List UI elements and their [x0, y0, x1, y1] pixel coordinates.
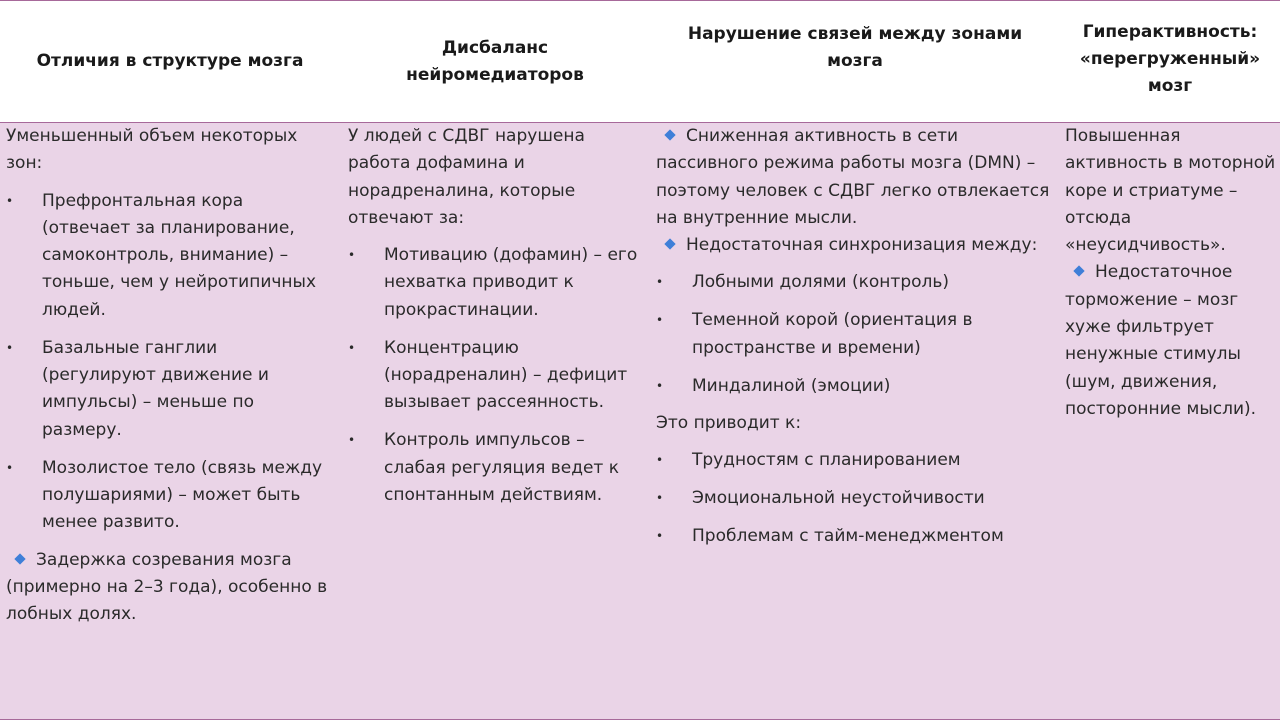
list-item: • Теменной корой (ориентация в пространстве и времени) [656, 307, 1052, 362]
bullet-icon: • [656, 453, 664, 468]
list-item: • Концентрацию (норадреналин) – дефицит вызывает рассеянность. [348, 335, 640, 417]
bullet-list [348, 242, 640, 509]
bullet-list [656, 269, 1052, 400]
cell-intro: У людей с СДВГ нарушена работа дофамина и норадреналина, которые отвечают за: [348, 126, 585, 228]
table-header-row [0, 1, 1280, 123]
bullet-icon: • [6, 460, 14, 475]
bullet-icon: • [348, 433, 356, 448]
cell-hyperactivity [1065, 123, 1277, 423]
list-item: • Лобными долями (контроль) [656, 269, 1052, 296]
bullet-icon: • [656, 313, 664, 328]
bullet-icon: • [6, 340, 14, 355]
list-item: • Мозолистое тело (связь между полушариями) – может быть менее развито. [6, 455, 336, 537]
cell-intro: Повышенная активность в моторной коре и стриатуме – отсюда «неусидчивость». [1065, 126, 1276, 256]
list-item: • Эмоциональной неустойчивости [656, 485, 1052, 512]
cell-note: Недостаточное торможение – мозг хуже фильтрует ненужные стимулы (шум, движения, посторонние мысли). [1065, 262, 1257, 419]
header-hyperactivity: Гиперактивность: «перегруженный» мозг [1079, 22, 1261, 96]
cell-note: Сниженная активность в сети пассивного режима работы мозга (DMN) – поэтому человек с СДВГ легко отвлекается на внутренние мысли. [656, 126, 1050, 228]
list-item: • Контроль импульсов – слабая регуляция ведет к спонтанным действиям. [348, 427, 640, 509]
cell-neurotransmitters [348, 123, 640, 519]
list-item: • Трудностям с планированием [656, 447, 1052, 474]
bullet-icon: • [656, 378, 664, 393]
cell-note: Недостаточная синхронизация между: [656, 232, 1052, 259]
list-item: • Проблемам с тайм-менеджментом [656, 523, 1052, 550]
list-item: • Миндалиной (эмоции) [656, 373, 1052, 400]
bullet-icon: • [348, 340, 356, 355]
header-brain-structure: Отличия в структуре мозга [36, 51, 304, 71]
header-connectivity: Нарушение связей между зонами мозга [687, 23, 1023, 71]
cell-note: Задержка созревания мозга (примерно на 2–3 года), особенно в лобных долях. [6, 549, 328, 625]
diamond-icon [664, 239, 675, 250]
cell-connectivity [656, 123, 1052, 561]
list-item: • Мотивацию (дофамин) – его нехватка приводит к прокрастинации. [348, 242, 640, 324]
list-item: • Префронтальная кора (отвечает за планирование, самоконтроль, внимание) – тоньше, чем у нейротипичных людей. [6, 188, 336, 324]
bullet-icon: • [656, 491, 664, 506]
bullet-icon: • [656, 275, 664, 290]
bullet-list [6, 188, 336, 537]
bullet-icon: • [6, 193, 14, 208]
table-body-row [0, 123, 1280, 720]
diamond-icon [14, 553, 25, 564]
header-neurotransmitters: Дисбаланс нейромедиаторов [406, 37, 584, 85]
bullet-list [656, 447, 1052, 550]
diamond-icon [664, 129, 675, 140]
bullet-icon: • [656, 529, 664, 544]
diamond-icon [1073, 266, 1084, 277]
cell-intro: Это приводит к: [656, 413, 802, 434]
cell-brain-structure [6, 123, 336, 628]
list-item: • Базальные ганглии (регулируют движение и импульсы) – меньше по размеру. [6, 335, 336, 444]
cell-intro: Уменьшенный объем некоторых зон: [6, 126, 298, 174]
bullet-icon: • [348, 248, 356, 263]
